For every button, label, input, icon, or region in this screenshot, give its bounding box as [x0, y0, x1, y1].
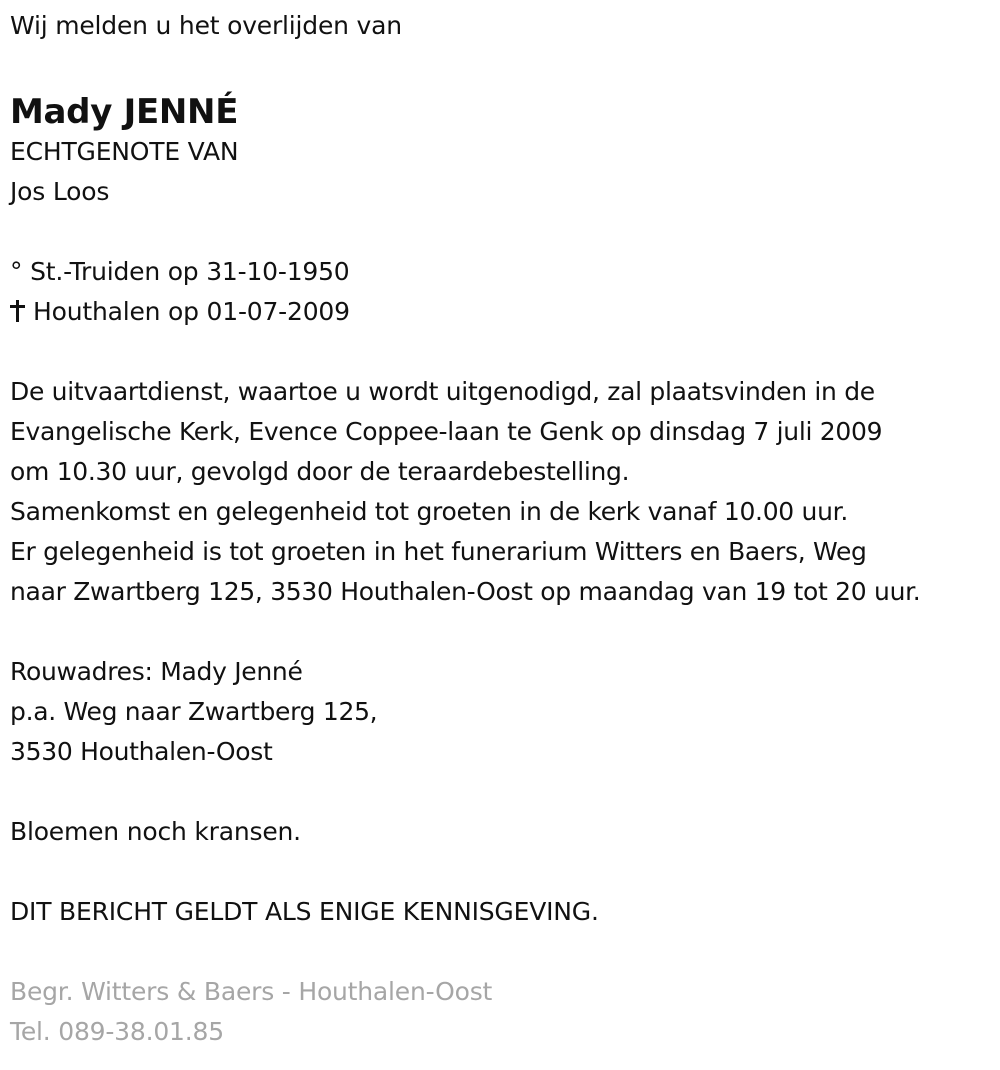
flowers-note: Bloemen noch kransen.	[10, 817, 301, 846]
ceremony-line: naar Zwartberg 125, 3530 Houthalen-Oost op maandag van 19 tot 20 uur.	[10, 577, 921, 606]
ceremony-line: Er gelegenheid is tot groeten in het funerarium Witters en Baers, Weg	[10, 537, 867, 566]
ceremony-line: om 10.30 uur, gevolgd door de teraardebestelling.	[10, 457, 630, 486]
address-line: Rouwadres: Mady Jenné	[10, 657, 303, 686]
birth-details: St.-Truiden op 31-10-1950	[30, 257, 350, 286]
spacer	[10, 332, 1000, 372]
ceremony-line: De uitvaartdienst, waartoe u wordt uitgenodigd, zal plaatsvinden in de	[10, 377, 875, 406]
relation-label: ECHTGENOTE VAN	[10, 137, 239, 166]
ceremony-paragraph	[10, 372, 1000, 612]
spacer	[10, 212, 1000, 252]
spacer	[10, 772, 1000, 812]
ceremony-line: Evangelische Kerk, Evence Coppee-laan te Genk op dinsdag 7 juli 2009	[10, 417, 883, 446]
spacer	[10, 932, 1000, 972]
spacer	[10, 612, 1000, 652]
undertaker-phone: Tel. 089-38.01.85	[10, 1017, 224, 1046]
spouse-name: Jos Loos	[10, 177, 110, 206]
birth-line	[10, 252, 1000, 292]
death-line	[10, 292, 1000, 332]
intro-text: Wij melden u het overlijden van	[10, 11, 402, 40]
death-notice	[0, 6, 1000, 1070]
death-details: Houthalen op 01-07-2009	[33, 297, 350, 326]
spacer	[10, 852, 1000, 892]
ceremony-line: Samenkomst en gelegenheid tot groeten in de kerk vanaf 10.00 uur.	[10, 497, 848, 526]
address-line: 3530 Houthalen-Oost	[10, 737, 273, 766]
undertaker-name: Begr. Witters & Baers - Houthalen-Oost	[10, 977, 493, 1006]
mourning-address	[10, 652, 1000, 772]
deceased-name: Mady JENNÉ	[10, 92, 239, 132]
address-line: p.a. Weg naar Zwartberg 125,	[10, 697, 378, 726]
birth-symbol: °	[10, 257, 23, 286]
latin-cross-icon	[10, 300, 25, 322]
official-notice: DIT BERICHT GELDT ALS ENIGE KENNISGEVING.	[10, 897, 599, 926]
